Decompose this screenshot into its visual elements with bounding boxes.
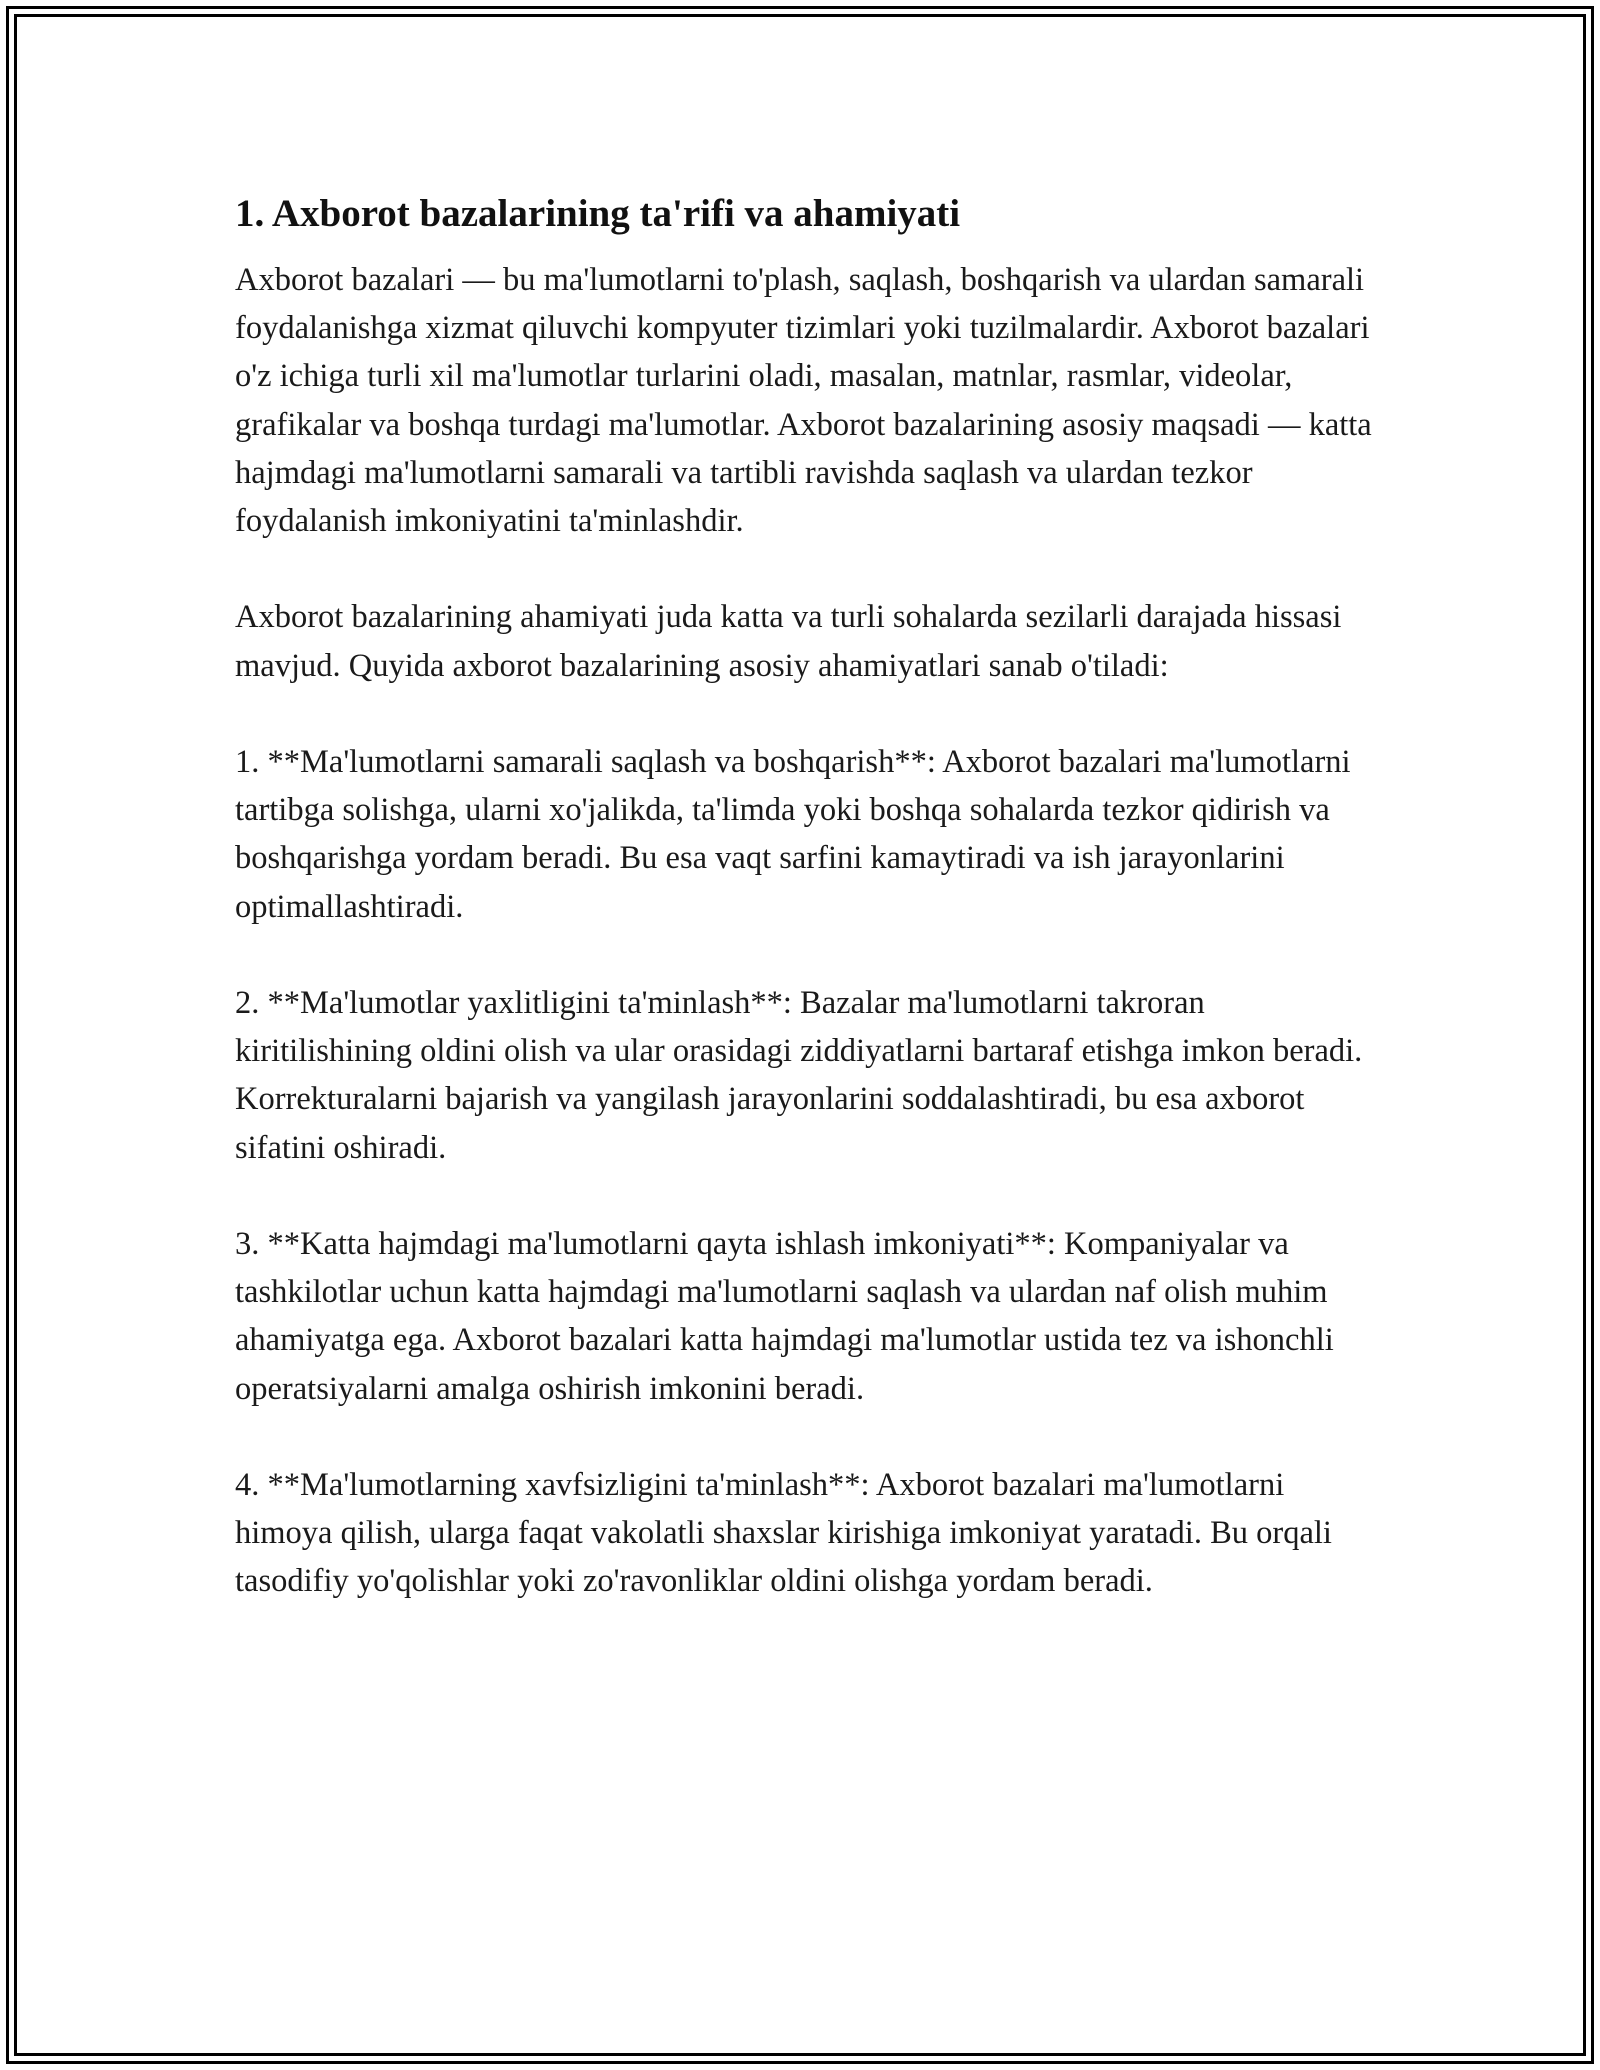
list-item-data-integrity: 2. **Ma'lumotlar yaxlitligini ta'minlash**: Bazalar ma'lumotlarni takroran kiritilishining oldini olish va ular orasidagi ziddiyatlarni bartaraf etishga imkon beradi. Korrekturalarni bajarish va yangilash jarayonlarini soddalashtiradi, bu esa axborot sifatini oshiradi. bbox=[235, 985, 1363, 1166]
paragraph-importance-intro: Axborot bazalarining ahamiyati juda katta va turli sohalarda sezilarli darajada hissasi mavjud. Quyida axborot bazalarining asosiy ahamiyatlari sanab o'tiladi: bbox=[235, 599, 1342, 684]
paragraph-definition: Axborot bazalari — bu ma'lumotlarni to'plash, saqlash, boshqarish va ulardan samarali foydalanishga xizmat qiluvchi kompyuter tizimlari yoki tuzilmalardir. Axborot bazalari o'z ichiga turli xil ma'lumotlar turlarini oladi, masalan, matnlar, rasmlar, videolar, grafikalar va boshqa turdagi ma'lumotlar. Axborot bazalarining asosiy maqsadi — katta hajmdagi ma'lumotlarni samarali va tartibli ravishda saqlash va ulardan tezkor foydalanish imkoniyatini ta'minlashdir. bbox=[235, 262, 1372, 540]
list-item-big-data-processing: 3. **Katta hajmdagi ma'lumotlarni qayta ishlash imkoniyati**: Kompaniyalar va tashkilotlar uchun katta hajmdagi ma'lumotlarni saqlash va ulardan naf olish muhim ahamiyatga ega. Axborot bazalari katta hajmdagi ma'lumotlar ustida tez va ishonchli operatsiyalarni amalga oshirish imkonini beradi. bbox=[235, 1226, 1334, 1407]
list-item-data-security: 4. **Ma'lumotlarning xavfsizligini ta'minlash**: Axborot bazalari ma'lumotlarni himoya qilish, ularga faqat vakolatli shaxslar kirishiga imkoniyat yaratadi. Bu orqali tasodifiy yo'qolishlar yoki zo'ravonliklar oldini olishga yordam beradi. bbox=[235, 1467, 1332, 1600]
document-body bbox=[235, 184, 1375, 1654]
document-title: 1. Axborot bazalarining ta'rifi va ahamiyati bbox=[235, 192, 961, 235]
list-item-efficient-storage: 1. **Ma'lumotlarni samarali saqlash va boshqarish**: Axborot bazalari ma'lumotlarni tartibga solishga, ularni xo'jalikda, ta'limda yoki boshqa sohalarda tezkor qidirish va boshqarishga yordam beradi. Bu esa vaqt sarfini kamaytiradi va ish jarayonlarini optimallashtiradi. bbox=[235, 744, 1351, 925]
